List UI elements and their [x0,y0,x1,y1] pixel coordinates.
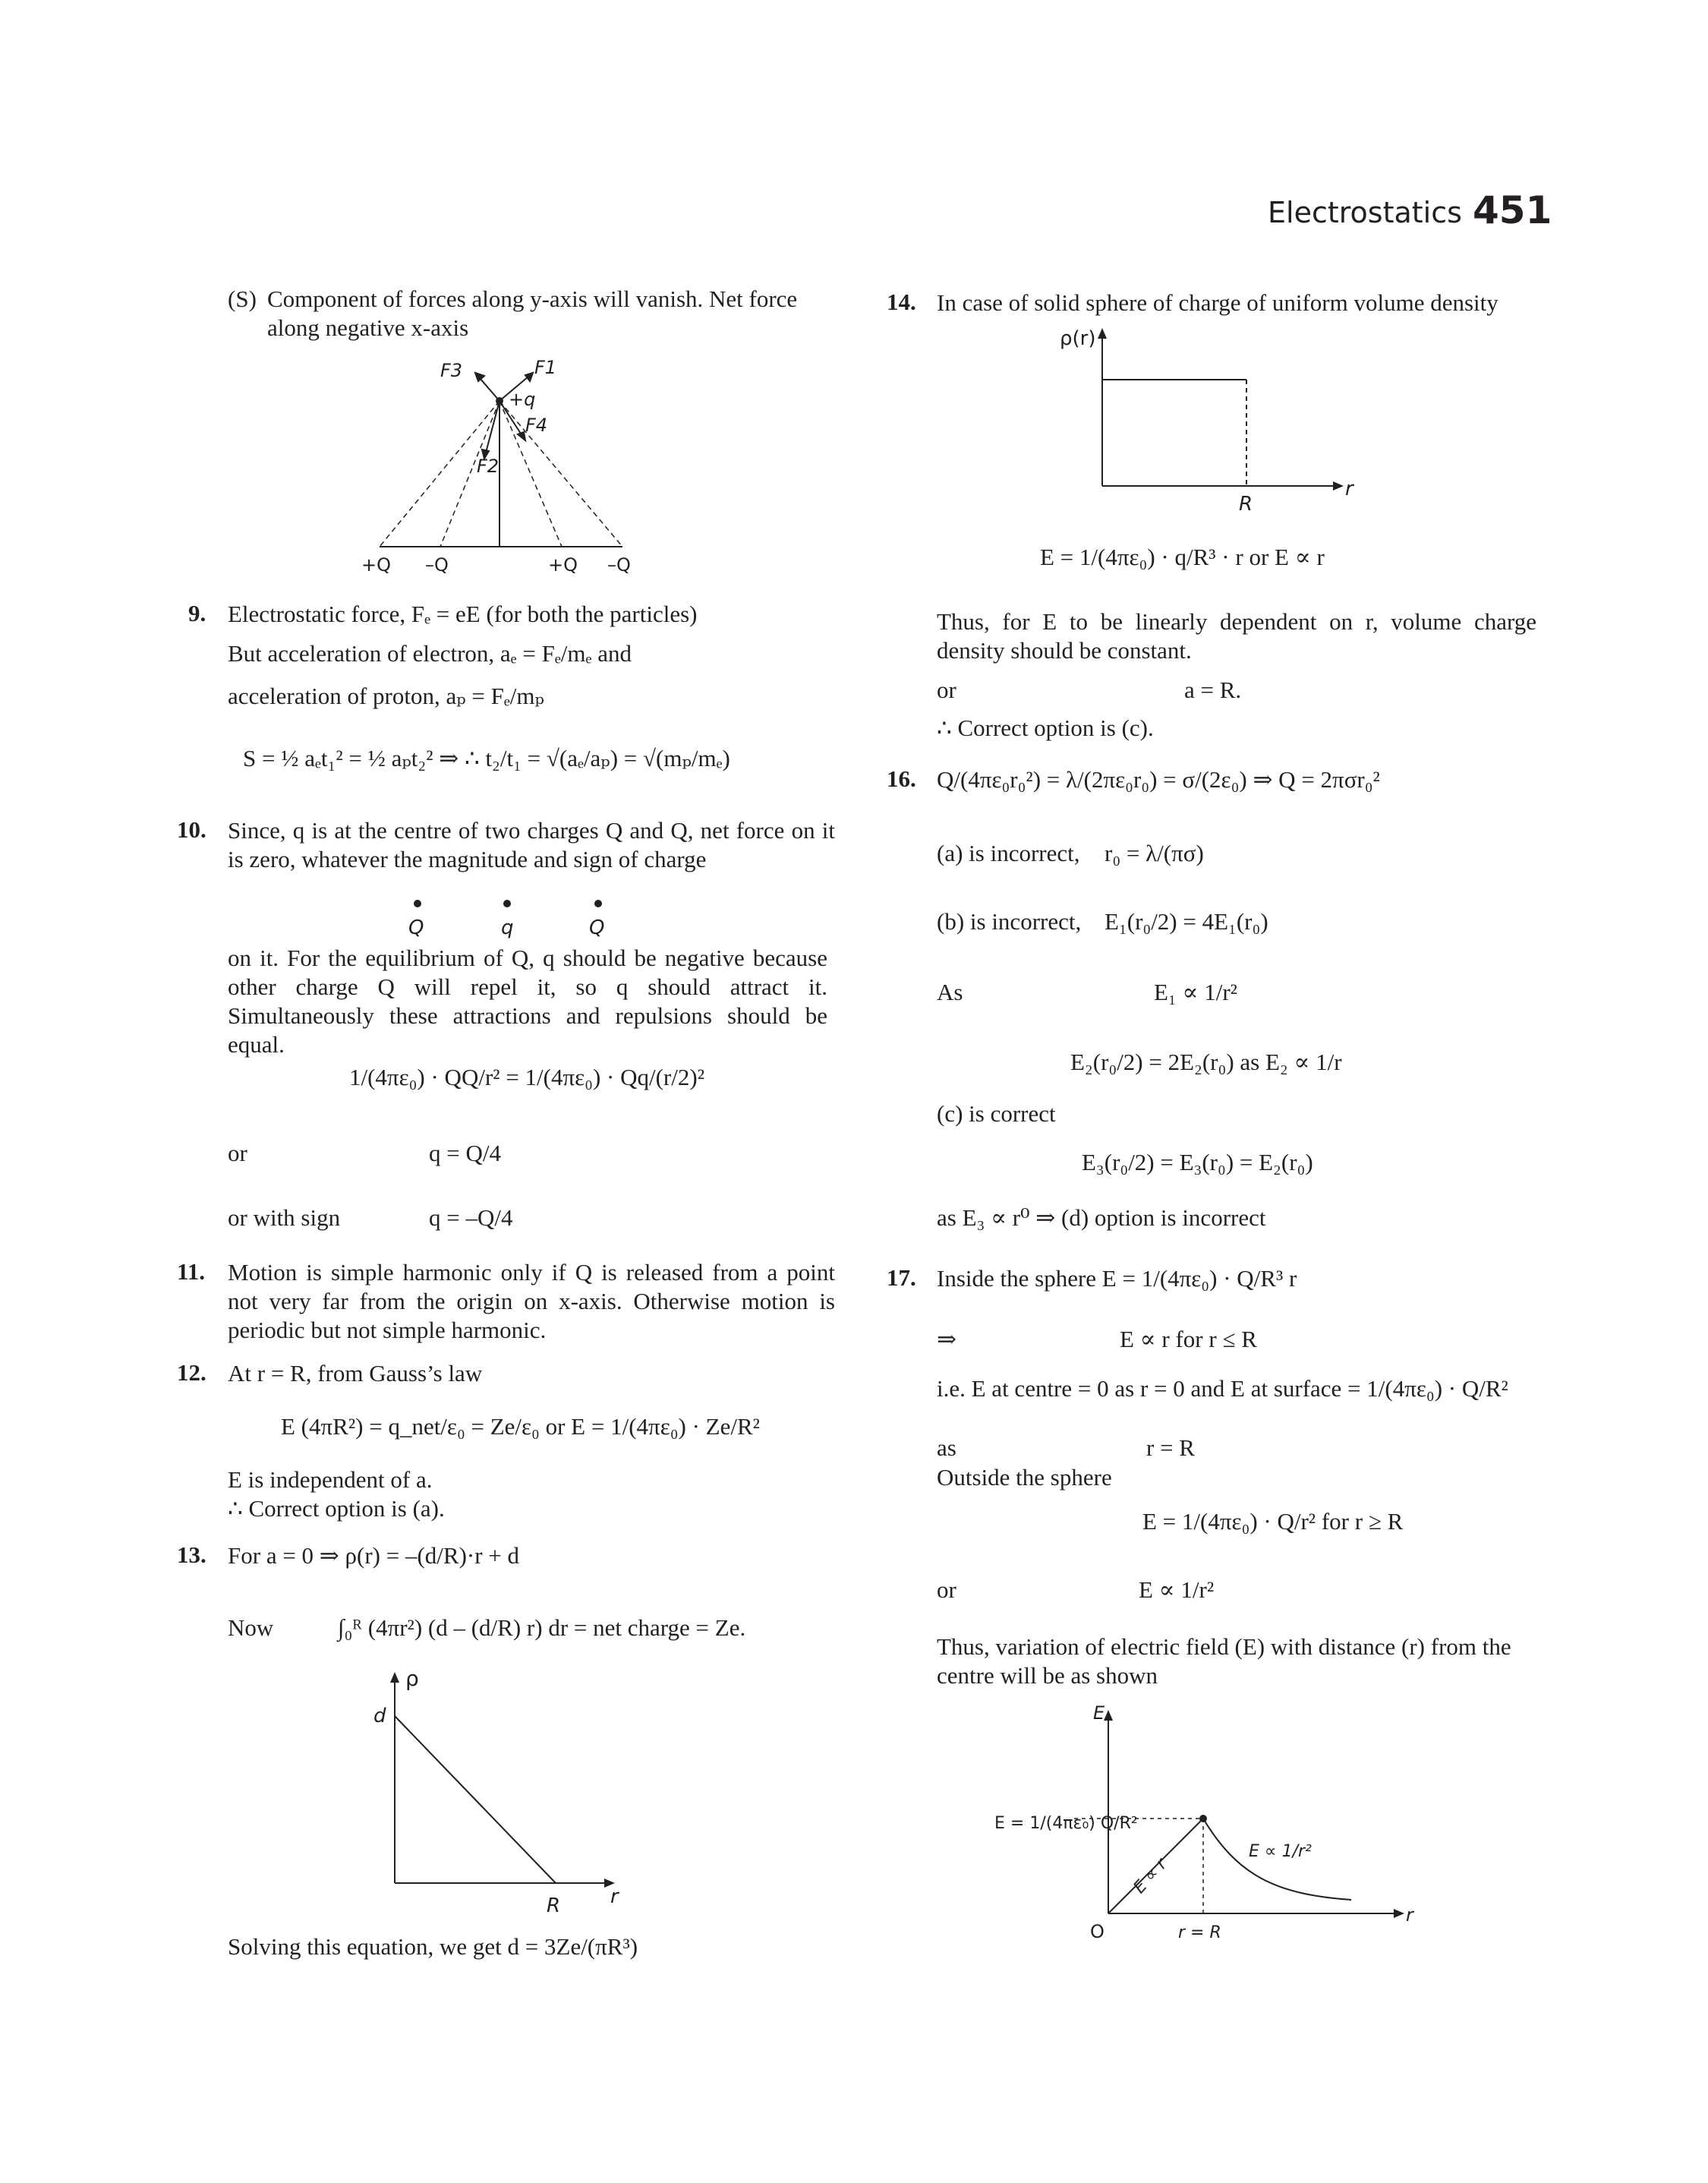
q16-b-eq: E₁(r₀/2) = 4E₁(r₀) [1105,908,1268,935]
q11-text: Motion is simple harmonic only if Q is released from a point not very far from the origin on x-axis. Otherwise motion is periodic but not simple harmonic. [228,1259,835,1343]
force-f3: F3 [440,360,463,381]
r-axis-label-2: r [1345,478,1353,500]
r-equals-R-mark: r = R [1178,1923,1221,1942]
q13-solve: Solving this equation, we get d = 3Ze/(πR³) [228,1933,638,1960]
q9-number: 9. [188,600,206,626]
q17-prop2: E ∝ 1/r² [1139,1576,1215,1603]
q9-line3: acceleration of proton, aₚ = Fₑ/mₚ [228,683,544,709]
q14-a-equals-R: a = R. [1184,677,1242,703]
q17-ie: i.e. E at centre = 0 as r = 0 and E at surface = 1/(4πε₀) · Q/R² [937,1375,1508,1402]
q17-line1: Inside the sphere E = 1/(4πε₀) · Q/R³ r [937,1265,1297,1292]
q17-as: as [937,1434,956,1461]
q17-line-end: Thus, variation of electric field (E) with distance (r) from the centre will be as shown [937,1633,1511,1689]
q16-d: as E₃ ∝ r⁰ ⇒ (d) option is incorrect [937,1204,1266,1231]
q16-e2: E₂(r₀/2) = 2E₂(r₀) as E₂ ∝ 1/r [1070,1049,1342,1075]
charge-2: –Q [425,554,449,576]
r-axis-label: r [610,1885,619,1908]
q12-line3: ∴ Correct option is (a). [228,1495,445,1522]
q10-number: 10. [177,816,206,843]
q17-implies: ⇒ [937,1326,956,1352]
q12-line2: E is independent of a. [228,1466,433,1493]
E-peak-label: E = 1/(4πε₀) Q/R² [994,1814,1138,1833]
page-number: 451 [1473,188,1552,232]
R-intercept: R [547,1894,561,1917]
q16-as: As [937,979,963,1005]
r-axis-label-3: r [1406,1904,1413,1926]
q17-or: or [937,1576,956,1603]
charge-4: –Q [607,554,631,576]
q10-charge-q: q [501,916,514,939]
q14-or: or [937,677,956,703]
E-axis-label: E [1093,1702,1105,1724]
q10-text1: Since, q is at the centre of two charges Q and Q, net force on it is zero, whatever the magnitude and sign of charge [228,817,835,872]
E-decay-label: E ∝ 1/r² [1249,1842,1312,1861]
charge-plus-q: +q [509,389,536,410]
q17-r-equals-R: r = R [1146,1434,1195,1461]
force-f2: F2 [477,456,499,477]
force-f1: F1 [534,357,557,378]
q14-line2: Thus, for E to be linearly dependent on r, volume charge density should be constant. [937,608,1536,664]
s-text: Component of forces along y-axis will vanish. Net force along negative x-axis [267,285,798,341]
density-graph [1048,319,1366,516]
s-label: (S) [228,285,257,312]
q17-outside: Outside the sphere [937,1464,1112,1491]
q10-text2: on it. For the equilibrium of Q, q should be negative because other charge Q will repel it, so q should attract it. Simultaneously these attractions and repulsions should be equal. [228,945,827,1058]
rho-r-axis-label: ρ(r) [1060,327,1096,350]
q12-number: 12. [177,1359,206,1386]
q16-as-eq: E₁ ∝ 1/r² [1154,979,1237,1005]
q17-prop: E ∝ r for r ≤ R [1120,1326,1257,1352]
q16-b: (b) is incorrect, [937,908,1082,935]
q13-integral: ∫₀ᴿ (4πr²) (d – (d/R) r) dr = net charge = Ze. [338,1614,746,1641]
q10-eq3: q = –Q/4 [429,1204,513,1231]
q14-equation: E = 1/(4πε₀) · q/R³ · r or E ∝ r [1040,544,1325,570]
q13-now: Now [228,1614,274,1641]
d-intercept: d [373,1705,386,1727]
q17-eq-out: E = 1/(4πε₀) · Q/r² for r ≥ R [1142,1508,1404,1535]
origin-label: O [1090,1921,1105,1942]
q9-equation: S = ½ aₑt₁² = ½ aₚt₂² ⇒ ∴ t₂/t₁ = √(aₑ/aₚ) = √(mₚ/mₑ) [243,745,730,771]
q16-e3: E₃(r₀/2) = E₃(r₀) = E₂(r₀) [1082,1149,1313,1175]
field-graph [987,1701,1427,1951]
q10-eq1: 1/(4πε₀) · QQ/r² = 1/(4πε₀) · Qq/(r/2)² [349,1064,704,1090]
R-mark: R [1239,493,1253,516]
q10-charges [395,896,622,942]
q10-or1: or [228,1140,247,1166]
q16-c: (c) is correct [937,1100,1056,1127]
q16-a-eq: r₀ = λ/(πσ) [1105,840,1204,866]
header-title: Electrostatics [1268,196,1462,229]
q14-line1: In case of solid sphere of charge of uniform volume density [937,289,1498,316]
q12-equation: E (4πR²) = q_net/ε₀ = Ze/ε₀ or E = 1/(4πε₀) · Ze/R² [281,1413,760,1440]
rho-axis-label: ρ [405,1666,419,1691]
q12-line1: At r = R, from Gauss’s law [228,1360,483,1386]
q10-charge-Q2: Q [589,916,605,939]
q10-eq2: q = Q/4 [429,1140,501,1166]
q16-number: 16. [887,765,916,792]
q10-charge-Q1: Q [408,916,424,939]
q13-line1: For a = 0 ⇒ ρ(r) = –(d/R)·r + d [228,1542,520,1569]
q9-line1: Electrostatic force, Fₑ = eE (for both the particles) [228,601,698,627]
force-f4: F4 [525,415,548,436]
q9-line2: But acceleration of electron, aₑ = Fₑ/mₑ and [228,640,632,667]
q14-number: 14. [887,289,916,315]
E-rise-label: E ∝ r [1130,1855,1171,1898]
q14-line3: ∴ Correct option is (c). [937,715,1154,741]
q11-number: 11. [177,1258,206,1285]
q17-number: 17. [887,1264,916,1291]
charge-3: +Q [548,554,578,576]
q13-number: 13. [177,1541,206,1568]
q16-equation: Q/(4πε₀r₀²) = λ/(2πε₀r₀) = σ/(2ε₀) ⇒ Q = 2πσr₀² [937,766,1380,793]
rho-graph [357,1663,638,1921]
force-diagram [349,357,653,577]
q16-a: (a) is incorrect, [937,840,1080,866]
q10-or2: or with sign [228,1204,341,1231]
charge-1: +Q [361,554,391,576]
